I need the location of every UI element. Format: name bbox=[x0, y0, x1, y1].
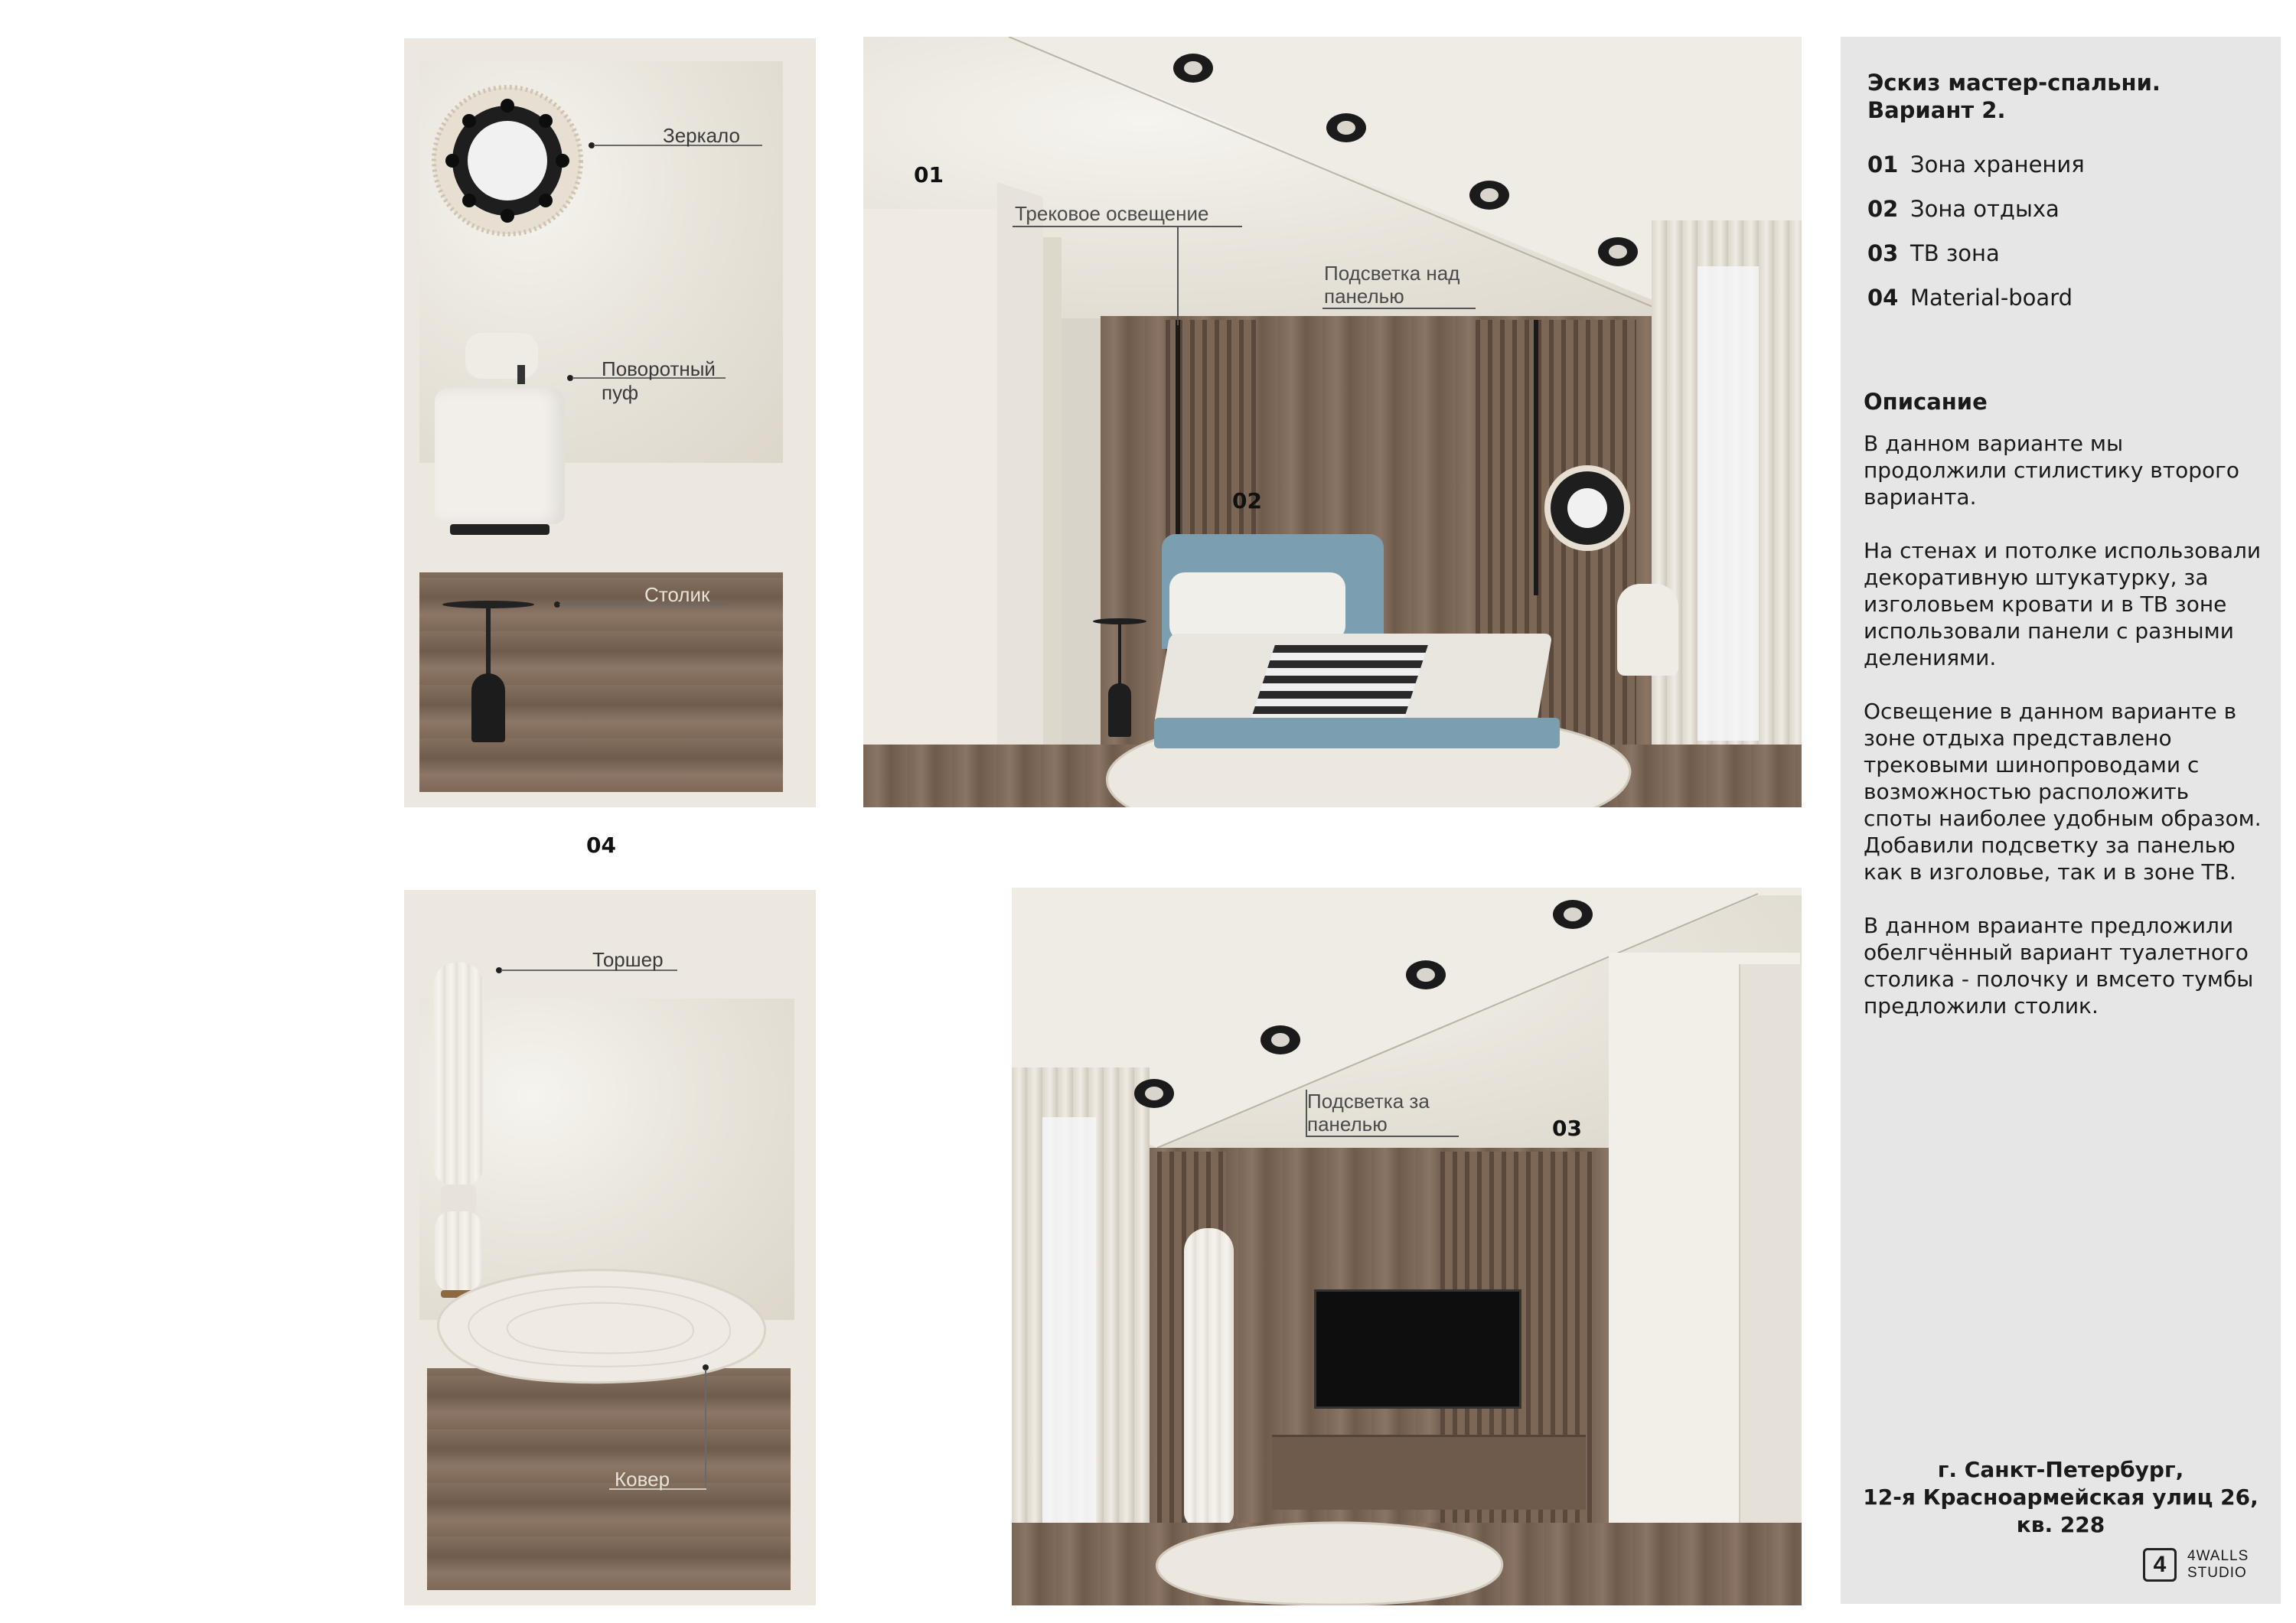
rug-label: Ковер bbox=[615, 1468, 670, 1491]
sketch-title-line1: Эскиз мастер-спальни. bbox=[1867, 70, 2161, 96]
swivel-pouf-image bbox=[435, 333, 565, 539]
zone-list-item: 02 Зона отдыха bbox=[1867, 196, 2060, 222]
description-paragraph: В данном варианте мы продолжили стилистику второго варианта. bbox=[1864, 431, 2239, 510]
description-paragraph: На стенах и потолке использовали декоративную штукатурку, за изголовьем кровати и в ТВ зоне использовали панели с разными делениями. bbox=[1864, 538, 2262, 670]
floor-lamp-image bbox=[433, 963, 487, 1311]
track-lighting-label: Трековое освещение bbox=[1015, 202, 1209, 225]
floor-lamp-label: Торшер bbox=[592, 948, 664, 971]
logo-text-line2: STUDIO bbox=[2187, 1565, 2247, 1581]
material-board-bottom bbox=[404, 890, 816, 1605]
render-bedroom-rest-zone bbox=[863, 37, 1802, 807]
studio-logo bbox=[2143, 1548, 2273, 1588]
description-sidebar bbox=[1841, 37, 2281, 1604]
rug-image bbox=[416, 1261, 783, 1387]
tv-screen bbox=[1314, 1289, 1521, 1409]
backlight-over-panel-label-line1: Подсветка над bbox=[1324, 262, 1460, 285]
mirror-label: Зеркало bbox=[663, 124, 740, 147]
zone-list-item: 04 Material-board bbox=[1867, 285, 2073, 311]
backlight-behind-panel-label-line1: Подсветка за bbox=[1307, 1090, 1430, 1113]
description-paragraph: Освещение в данном варианте в зоне отдыха представлено трековыми шинопроводами с возможностью расположить споты наиболее удобным образом. Добавили подсветку за панелью как в изголовье, так и в зоне ТВ. bbox=[1864, 699, 2262, 885]
sketch-title-line2: Вариант 2. bbox=[1867, 97, 2006, 123]
backlight-over-panel-label-line2: панелью bbox=[1324, 285, 1404, 308]
table-label: Столик bbox=[644, 583, 710, 606]
zone-list bbox=[1867, 142, 2265, 320]
side-table-image bbox=[442, 601, 550, 754]
material-board-top bbox=[404, 38, 816, 807]
zone-list-item: 01 Зона хранения bbox=[1867, 152, 2085, 178]
zone-01-label: 01 bbox=[914, 162, 944, 187]
description-body bbox=[1864, 430, 2262, 1019]
pouf-label-line1: Поворотный bbox=[602, 357, 716, 380]
zone-02-label: 02 bbox=[1232, 488, 1262, 513]
render-bedroom-tv-zone bbox=[1012, 888, 1802, 1605]
mirror-image bbox=[431, 84, 584, 237]
zone-03-label: 03 bbox=[1552, 1116, 1582, 1141]
board-label-04: 04 bbox=[586, 833, 616, 858]
logo-mark-icon: 4 bbox=[2143, 1548, 2177, 1582]
description-heading: Описание bbox=[1864, 389, 1988, 415]
wood-swatch-bottom bbox=[427, 1368, 791, 1590]
backlight-behind-panel-label-line2: панелью bbox=[1307, 1113, 1388, 1136]
description-paragraph: В данном враианте предложили обелгчённый вариант туалетного столика - полочку и вмсето тумбы предложили столик. bbox=[1864, 913, 2254, 1018]
logo-text-line1: 4WALLS bbox=[2187, 1548, 2249, 1564]
pouf-label-line2: пуф bbox=[602, 381, 639, 404]
bed-image bbox=[1139, 534, 1575, 779]
zone-list-item: 03 ТВ зона bbox=[1867, 240, 2000, 266]
address: г. Санкт-Петербург, 12-я Красноармейская улиц 26, кв. 228 bbox=[1863, 1457, 2258, 1537]
